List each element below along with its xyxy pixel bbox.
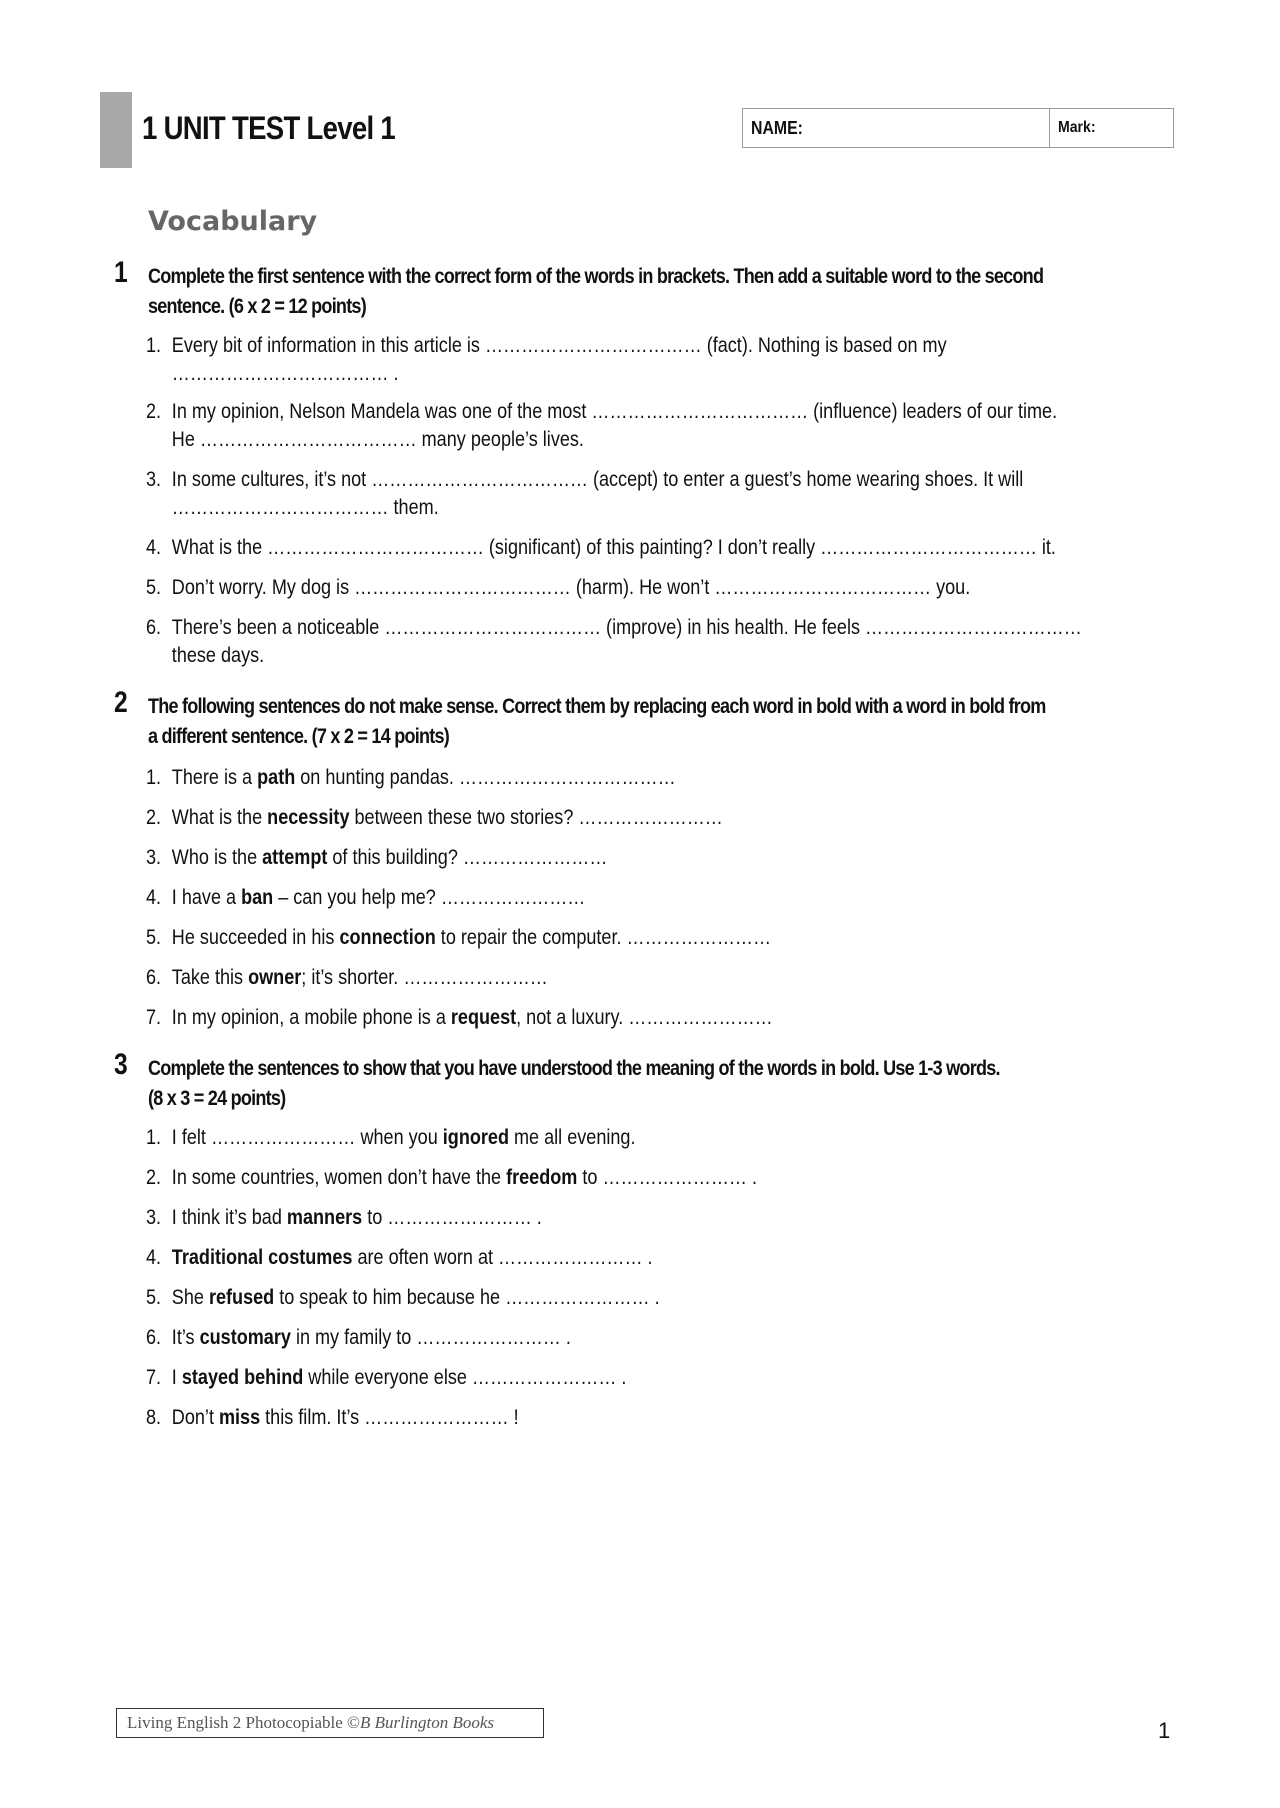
instruction-line: (8 x 3 = 24 points): [148, 1087, 286, 1110]
list-item: [146, 574, 1161, 602]
item-text: I think it’s bad: [171, 1206, 287, 1229]
name-label: NAME:: [751, 117, 803, 138]
instruction-line: sentence. (6 x 2 = 12 points): [148, 295, 366, 318]
publisher-brand: B Burlington Books: [359, 1713, 495, 1732]
item-number: 7.: [146, 1366, 162, 1389]
item-text: Don’t: [171, 1406, 219, 1429]
instruction-line: The following sentences do not make sense. Correct them by replacing each word in bold with a word in bold from: [148, 695, 1046, 718]
item-text[interactable]: ……………………………… them.: [171, 496, 439, 519]
bold-word: ignored: [442, 1126, 510, 1149]
item-text[interactable]: In some cultures, it’s not ……………………………… (accept) to enter a guest’s home wearing shoes. It will: [171, 468, 1024, 491]
item-number: 4.: [146, 886, 162, 909]
item-text: He succeeded in his: [171, 926, 340, 949]
bold-word: owner: [248, 966, 302, 989]
list-item: [146, 844, 1161, 872]
mark-field[interactable]: [1050, 109, 1173, 147]
item-number: 7.: [146, 1006, 162, 1029]
item-text[interactable]: There’s been a noticeable ……………………………… (improve) in his health. He feels ………………………………: [171, 616, 1082, 639]
list-item: [146, 1364, 1161, 1392]
list-item: [146, 1204, 1161, 1232]
item-text: What is the: [171, 806, 268, 829]
instruction-line: Complete the first sentence with the correct form of the words in brackets. Then add a suitable word to the second: [148, 265, 1044, 288]
list-item: [146, 764, 1161, 792]
list-item: [146, 1284, 1161, 1312]
item-text[interactable]: ……………………………… .: [171, 362, 399, 385]
item-text: Take this: [171, 966, 249, 989]
list-item: [146, 1004, 1161, 1032]
list-item: [146, 1244, 1161, 1272]
list-item: [146, 614, 1161, 670]
item-text[interactable]: I felt …………………… when you: [171, 1126, 443, 1149]
item-number: 6.: [146, 1326, 162, 1349]
list-item: [146, 534, 1161, 562]
answer-blank[interactable]: to …………………… .: [577, 1166, 757, 1189]
item-number: 2.: [146, 400, 162, 423]
answer-blank[interactable]: – can you help me? ……………………: [273, 886, 586, 909]
item-number: 2.: [146, 1166, 162, 1189]
item-number: 2.: [146, 806, 162, 829]
answer-blank[interactable]: to speak to him because he …………………… .: [274, 1286, 660, 1309]
bold-word: attempt: [262, 846, 328, 869]
item-number: 4.: [146, 1246, 162, 1269]
item-text: I have a: [171, 886, 242, 909]
list-item: [146, 332, 1161, 388]
exercise-3-number: 3: [114, 1048, 128, 1081]
exercise-3-instruction: [148, 1054, 1163, 1114]
bold-word: Traditional costumes: [171, 1246, 353, 1269]
item-number: 5.: [146, 576, 162, 599]
item-text: She: [171, 1286, 209, 1309]
item-text[interactable]: Every bit of information in this article is ……………………………… (fact). Nothing is based on my: [171, 334, 947, 357]
item-text: I: [171, 1366, 182, 1389]
exercise-3-items: [146, 1124, 1161, 1432]
exercise-2-number: 2: [114, 686, 128, 719]
list-item: [146, 1404, 1161, 1432]
footer-text: Living English 2 Photocopiable ©: [127, 1713, 360, 1732]
page-title: 1 UNIT TEST Level 1: [142, 110, 396, 146]
answer-blank[interactable]: while everyone else …………………… .: [303, 1366, 627, 1389]
answer-blank[interactable]: ; it’s shorter. ……………………: [301, 966, 548, 989]
list-item: [146, 466, 1161, 522]
answer-blank[interactable]: on hunting pandas. ………………………………: [295, 766, 676, 789]
bold-word: customary: [199, 1326, 291, 1349]
section-title: Vocabulary: [148, 206, 318, 237]
item-text[interactable]: Don’t worry. My dog is ……………………………… (harm). He won’t ……………………………… you.: [171, 576, 971, 599]
item-number: 5.: [146, 1286, 162, 1309]
copyright-footer: [116, 1708, 544, 1738]
item-number: 1.: [146, 766, 162, 789]
item-text: me all evening.: [509, 1126, 636, 1149]
item-number: 1.: [146, 334, 162, 357]
item-text[interactable]: He ……………………………… many people’s lives.: [171, 428, 584, 451]
item-number: 5.: [146, 926, 162, 949]
item-text: In some countries, women don’t have the: [171, 1166, 507, 1189]
bold-word: necessity: [267, 806, 350, 829]
bold-word: request: [450, 1006, 517, 1029]
item-text: In my opinion, a mobile phone is a: [171, 1006, 451, 1029]
item-number: 6.: [146, 966, 162, 989]
list-item: [146, 884, 1161, 912]
bold-word: path: [257, 766, 296, 789]
list-item: [146, 964, 1161, 992]
item-number: 8.: [146, 1406, 162, 1429]
instruction-line: Complete the sentences to show that you have understood the meaning of the words in bold. Use 1-3 words.: [148, 1057, 1000, 1080]
list-item: [146, 1164, 1161, 1192]
exercise-2-instruction: [148, 692, 1163, 752]
bold-word: miss: [218, 1406, 261, 1429]
mark-label: Mark:: [1058, 119, 1096, 136]
bold-word: ban: [241, 886, 274, 909]
item-number: 6.: [146, 616, 162, 639]
answer-blank[interactable]: of this building? ……………………: [327, 846, 608, 869]
list-item: [146, 1324, 1161, 1352]
name-field[interactable]: [743, 109, 1050, 147]
bold-word: freedom: [506, 1166, 578, 1189]
item-text[interactable]: In my opinion, Nelson Mandela was one of the most ……………………………… (influence) leaders of our time.: [171, 400, 1058, 423]
item-number: 1.: [146, 1126, 162, 1149]
answer-blank[interactable]: to repair the computer. ……………………: [435, 926, 772, 949]
page-number: 1: [1158, 1718, 1171, 1743]
answer-blank[interactable]: this film. It’s …………………… !: [260, 1406, 519, 1429]
item-text[interactable]: What is the ……………………………… (significant) of this painting? I don’t really ……………………………… it.: [171, 536, 1056, 559]
list-item: [146, 924, 1161, 952]
exercise-1-items: [146, 332, 1161, 670]
item-text[interactable]: these days.: [171, 644, 265, 667]
answer-blank[interactable]: to …………………… .: [362, 1206, 542, 1229]
answer-blank[interactable]: are often worn at …………………… .: [352, 1246, 653, 1269]
item-number: 3.: [146, 846, 162, 869]
list-item: [146, 804, 1161, 832]
item-text: It’s: [171, 1326, 200, 1349]
bold-word: stayed behind: [181, 1366, 304, 1389]
exercise-1-number: 1: [114, 256, 128, 289]
bold-word: refused: [208, 1286, 275, 1309]
item-number: 3.: [146, 468, 162, 491]
list-item: [146, 1124, 1161, 1152]
answer-blank[interactable]: between these two stories? ……………………: [349, 806, 723, 829]
title-accent-bar: [100, 92, 132, 168]
list-item: [146, 398, 1161, 454]
answer-blank[interactable]: in my family to …………………… .: [290, 1326, 571, 1349]
item-text: Who is the: [171, 846, 263, 869]
answer-blank[interactable]: , not a luxury. ……………………: [516, 1006, 773, 1029]
item-text: There is a: [171, 766, 258, 789]
name-mark-box: [742, 108, 1174, 148]
item-number: 4.: [146, 536, 162, 559]
exercise-2-items: [146, 764, 1161, 1032]
exercise-1-instruction: [148, 262, 1163, 322]
instruction-line: a different sentence. (7 x 2 = 14 points): [148, 725, 449, 748]
item-number: 3.: [146, 1206, 162, 1229]
bold-word: connection: [339, 926, 436, 949]
bold-word: manners: [286, 1206, 363, 1229]
